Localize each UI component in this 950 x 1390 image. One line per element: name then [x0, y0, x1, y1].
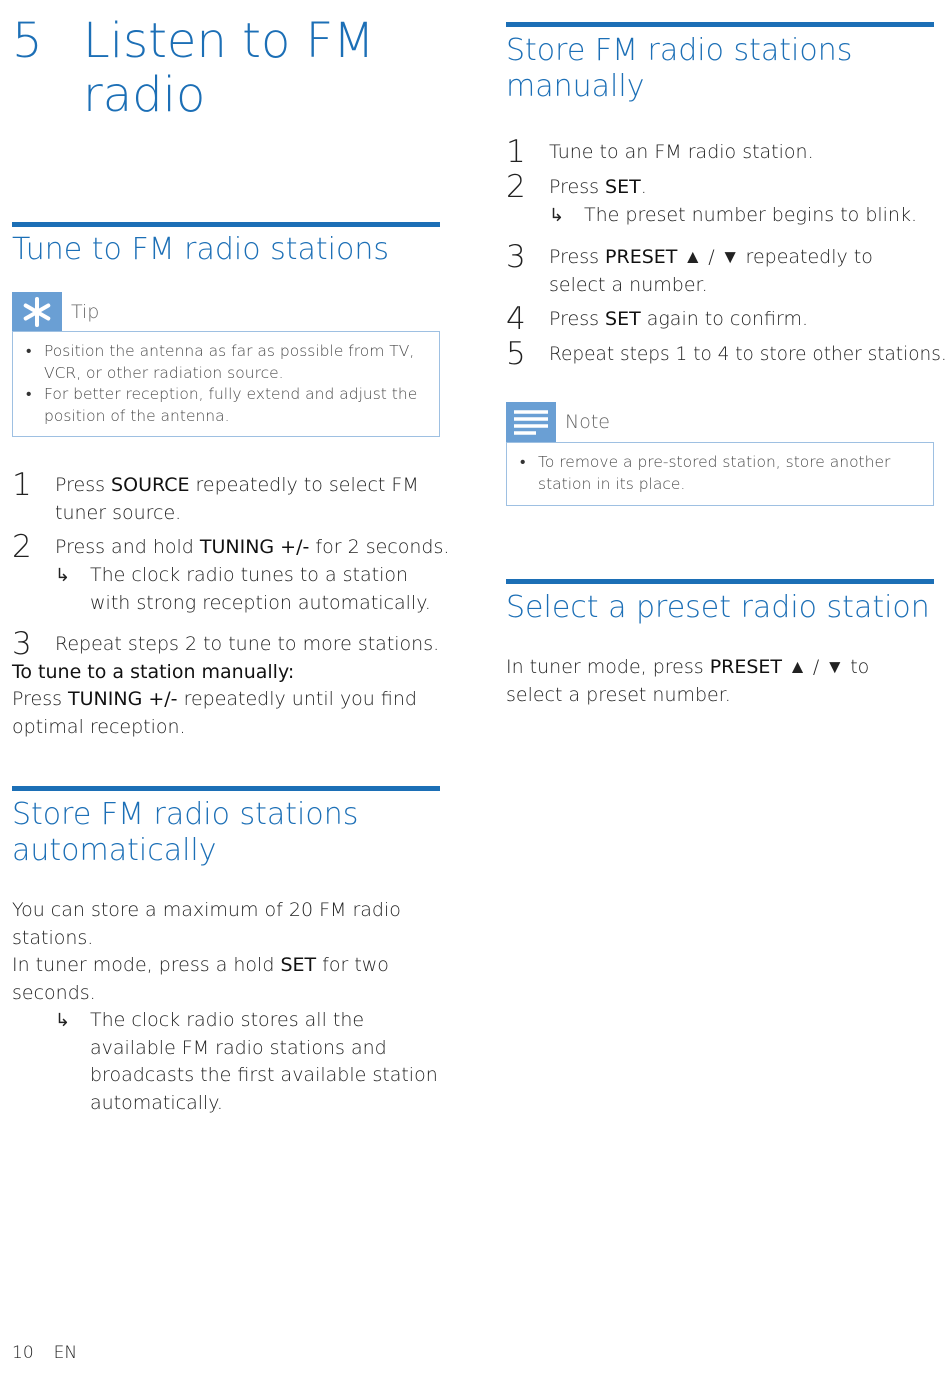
section-rule — [506, 22, 934, 27]
page-footer — [12, 1343, 97, 1363]
key-label: SET — [605, 176, 641, 198]
language-code: EN — [53, 1343, 78, 1363]
note-label: Note — [565, 411, 610, 433]
step-item — [506, 239, 936, 300]
key-label: SET — [605, 308, 641, 330]
key-label: TUNING +/- — [68, 688, 178, 710]
manual-tune-heading: To tune to a station manually: — [12, 661, 295, 683]
tip-item: • For better reception, fully extend and adjust the position of the antenna. — [25, 384, 427, 427]
chapter-number: 5 — [12, 13, 43, 69]
key-label: PRESET — [605, 246, 678, 268]
tip-box — [12, 331, 440, 437]
section-rule — [506, 579, 934, 584]
asterisk-icon — [12, 292, 62, 332]
chapter-heading: Listen to FM radio — [83, 13, 375, 123]
key-label: SET — [280, 954, 317, 976]
step-item — [506, 169, 936, 205]
page-number: 10 — [12, 1343, 34, 1363]
step-number: 3 — [12, 626, 32, 662]
step-item — [506, 301, 936, 337]
section-heading-auto: Store FM radio stations automatically — [12, 797, 359, 868]
step-text: Press SET. — [549, 176, 647, 198]
select-paragraph: In tuner mode, press PRESET ▲ / ▼ to select a preset number. — [506, 656, 870, 706]
note-header — [506, 402, 610, 442]
key-label: SOURCE — [111, 474, 190, 496]
note-item: • To remove a pre-stored station, store another station in its place. — [519, 452, 921, 495]
step-result: The clock radio tunes to a station with strong reception automatically. — [90, 564, 431, 614]
step-text: Repeat steps 1 to 4 to store other stations. — [549, 344, 947, 365]
step-number: 1 — [12, 467, 32, 503]
step-item — [12, 529, 450, 565]
section-heading-tune: Tune to FM radio stations — [12, 232, 389, 267]
result-arrow-icon: ↳ — [55, 1010, 71, 1031]
step-number: 2 — [506, 169, 526, 205]
step-text: Press SOURCE repeatedly to select FM tuner source. — [55, 474, 419, 524]
step-result: The clock radio stores all the available FM radio stations and broadcasts the first available station automatically. — [90, 1009, 438, 1114]
key-label: PRESET — [709, 656, 783, 678]
step-result: The preset number begins to blink. — [584, 204, 918, 226]
section-heading-manual: Store FM radio stations manually — [506, 33, 853, 104]
step-text: Press SET again to confirm. — [549, 308, 809, 330]
note-box — [506, 442, 934, 506]
step-text: Press PRESET ▲ / ▼ repeatedly to select a number. — [549, 246, 873, 296]
step-number: 5 — [506, 336, 526, 372]
step-text: Repeat steps 2 to tune to more stations. — [55, 633, 440, 655]
step-text: Press and hold TUNING +/- for 2 seconds. — [55, 536, 450, 558]
step-item — [12, 467, 442, 528]
tip-header — [12, 292, 99, 332]
step-number: 4 — [506, 301, 526, 337]
step-number: 2 — [12, 529, 32, 565]
step-number: 1 — [506, 134, 526, 170]
result-arrow-icon: ↳ — [55, 565, 71, 586]
note-lines-icon — [506, 402, 556, 442]
step-number: 3 — [506, 239, 526, 275]
tip-item: • Position the antenna as far as possible from TV, VCR, or other radiation source. — [25, 341, 427, 384]
tip-label: Tip — [71, 301, 100, 323]
key-label: TUNING +/- — [199, 536, 310, 558]
section-rule — [12, 786, 440, 791]
result-arrow-icon: ↳ — [549, 205, 565, 226]
section-heading-select: Select a preset radio station — [506, 590, 930, 625]
step-item — [506, 134, 936, 170]
manual-tune-text: Press TUNING +/- repeatedly until you find optimal reception. — [12, 688, 417, 738]
section-rule — [12, 222, 440, 227]
auto-paragraph: You can store a maximum of 20 FM radio stations. — [12, 899, 401, 949]
step-text: Tune to an FM radio station. — [549, 141, 814, 163]
auto-paragraph: In tuner mode, press a hold SET for two seconds. — [12, 954, 389, 1004]
step-item — [506, 336, 947, 372]
step-item — [12, 626, 442, 662]
